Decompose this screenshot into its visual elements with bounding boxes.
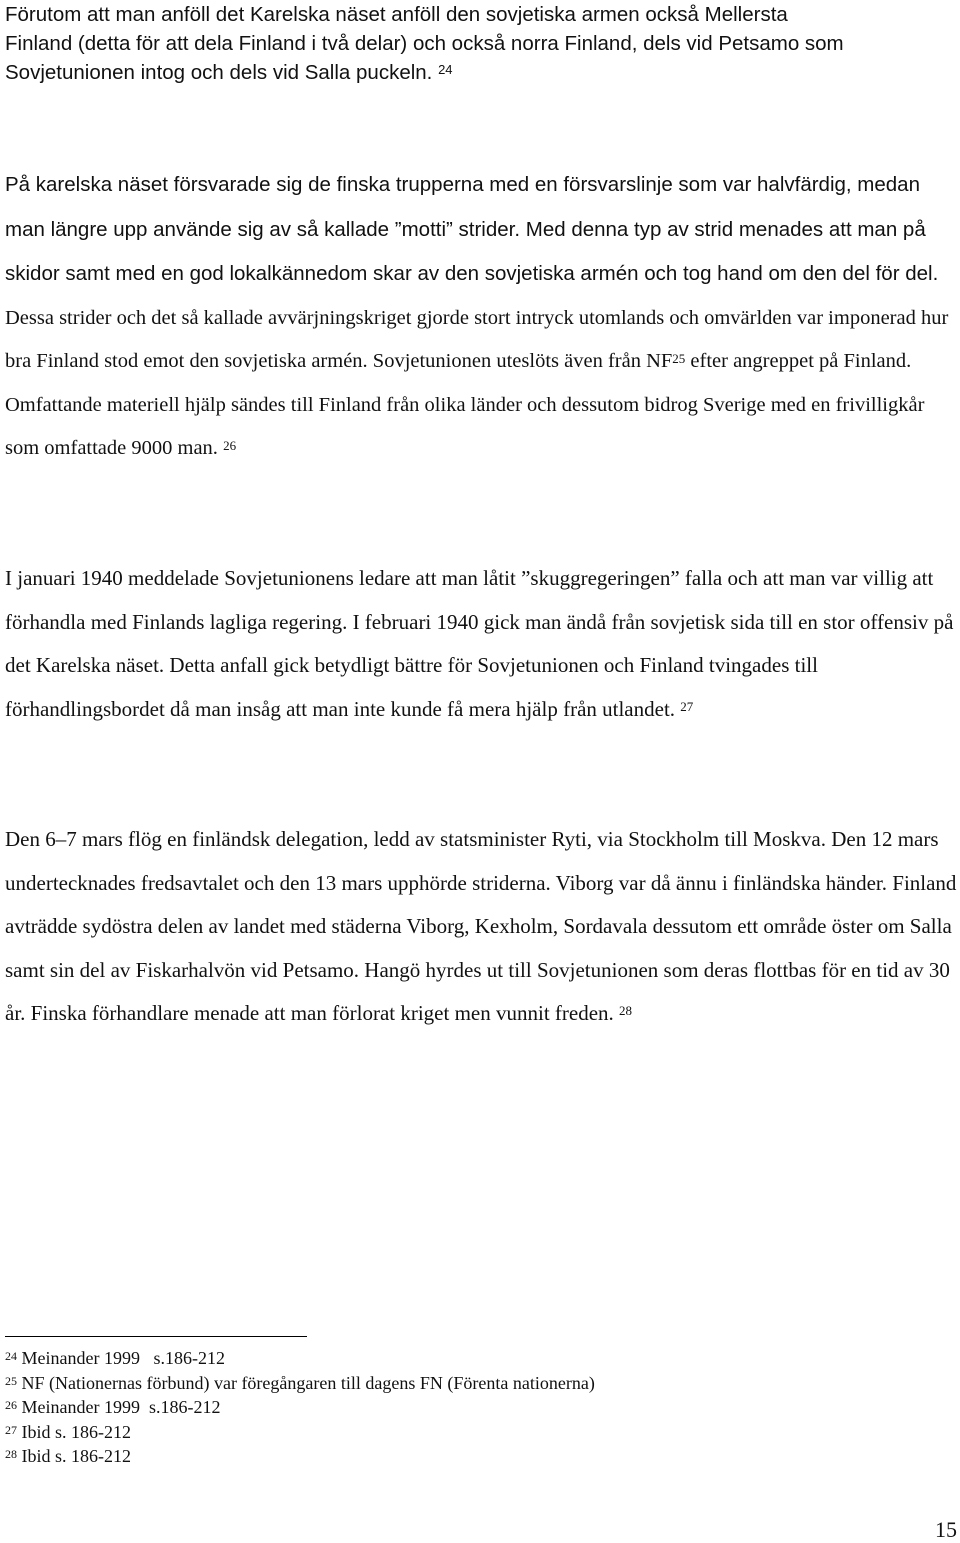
footnote-27 <box>5 1420 595 1445</box>
paragraph-4-text: Den 6–7 mars flög en finländsk delegation, ledd av statsminister Ryti, via Stockholm till Moskva. Den 12 mars undertecknades fredsavtalet och den 13 mars upphörde striderna. Viborg var då ännu i finländska händer. Finland avträdde sydöstra delen av landet med städerna Viborg, Kexholm, Sordavala dessutom ett område öster om Salla samt sin del av Fiskarhalvön vid Petsamo. Hangö hyrdes ut till Sovjetunionen som deras flottbas för en tid av 30 år. Finska förhandlare menade att man förlorat kriget men vunnit freden. <box>5 827 957 1025</box>
footnote-separator <box>5 1336 307 1337</box>
page-number: 15 <box>935 1517 957 1542</box>
footnote-24 <box>5 1346 595 1371</box>
footnote-25 <box>5 1371 595 1396</box>
footnote-ref-26: 26 <box>223 438 237 453</box>
paragraph-3 <box>5 557 957 731</box>
footnotes <box>5 1346 595 1469</box>
footnote-text: Ibid s. 186-212 <box>21 1421 131 1442</box>
footnote-number: 24 <box>5 1349 17 1363</box>
footnote-text: Meinander 1999 s.186-212 <box>21 1348 225 1368</box>
footnote-text: Meinander 1999 s.186-212 <box>21 1397 221 1417</box>
footnote-number: 27 <box>5 1422 17 1437</box>
footnote-ref-24: 24 <box>438 62 453 77</box>
footnote-26 <box>5 1395 595 1420</box>
footnote-ref-28: 28 <box>619 1003 633 1018</box>
paragraph-1 <box>5 0 957 87</box>
paragraph-1-line-1: Förutom att man anföll det Karelska näset anföll den sovjetiska armen också Mellersta <box>5 3 788 26</box>
footnote-number: 26 <box>5 1398 17 1412</box>
footnote-number: 28 <box>5 1447 17 1461</box>
footnote-ref-25: 25 <box>672 351 686 366</box>
paragraph-3-text: I januari 1940 meddelade Sovjetunionens ledare att man låtit ”skuggregeringen” falla och att man var villig att förhandla med Finlands lagliga regering. I februari 1940 gick man ändå från sovjetisk sida till en stor offensiv på det Karelska näset. Detta anfall gick betydligt bättre för Sovjetunionen och Finland tvingades till förhandlingsbordet då man insåg att man inte kunde få mera hjälp från utlandet. <box>5 566 954 721</box>
footnote-text: NF (Nationernas förbund) var föregångaren till dagens FN (Förenta nationerna) <box>21 1372 595 1393</box>
footnote-ref-27: 27 <box>680 698 694 714</box>
footnote-number: 25 <box>5 1373 17 1388</box>
paragraph-4 <box>5 818 957 1036</box>
paragraph-2-text-2: Dessa strider och det så kallade avvärjningskriget gjorde stort intryck utomlands och omvärlden var imponerad hur bra Finland stod emot den sovjetiska armén. Sovjetunionen uteslöts även från NF <box>5 306 949 372</box>
paragraph-2-text-1: På karelska näset försvarade sig de finska trupperna med en försvarslinje som var halvfärdig, medan man längre upp använde sig av så kallade ”motti” strider. Med denna typ av strid menades att man på skidor samt med en god lokalkännedom skar av den sovjetiska armén och tog hand om den del för del. <box>5 173 939 285</box>
paragraph-2 <box>5 163 957 471</box>
paragraph-2-text-3: efter angreppet på Finland. Omfattande materiell hjälp sändes till Finland från olika länder och dessutom bidrog Sverige med en frivilligkår som omfattade 9000 man. <box>5 350 925 459</box>
footnote-text: Ibid s. 186-212 <box>21 1446 131 1466</box>
paragraph-1-line-2: Finland (detta för att dela Finland i två delar) och också norra Finland, dels vid Petsamo som <box>5 32 844 55</box>
footnote-28 <box>5 1444 595 1469</box>
paragraph-1-line-3: Sovjetunionen intog och dels vid Salla puckeln. <box>5 61 433 84</box>
